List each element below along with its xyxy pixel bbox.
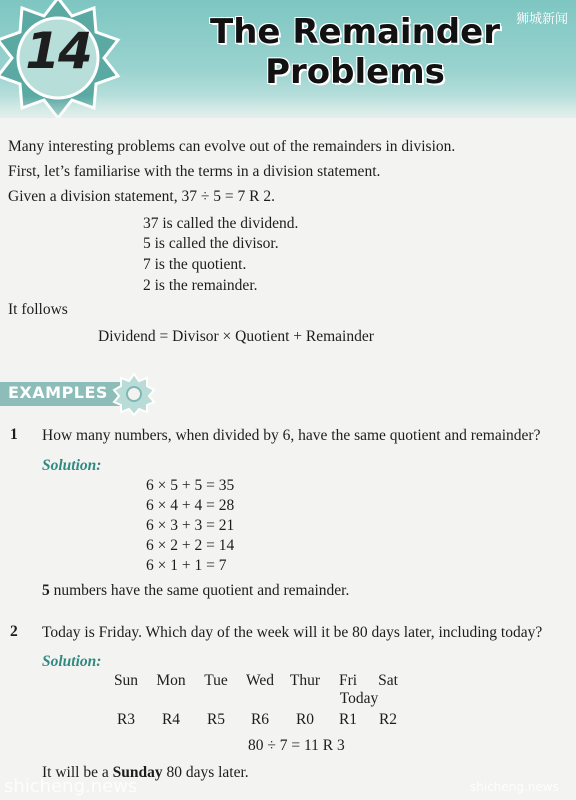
rem-sat: R2 — [378, 711, 398, 728]
example2-number: 2 — [10, 623, 18, 640]
term-remainder: 2 is the remainder. — [143, 277, 258, 294]
term-dividend: 37 is called the dividend. — [143, 215, 299, 232]
it-follows: It follows — [8, 301, 68, 318]
example1-answer — [42, 581, 349, 601]
day-fri: Fri — [338, 672, 358, 689]
example1-solution-label: Solution: — [42, 457, 102, 474]
rem-sun: R3 — [116, 711, 136, 728]
day-sat: Sat — [378, 672, 398, 689]
day-mon: Mon — [156, 672, 186, 689]
example1-answer-text: numbers have the same quotient and remainder. — [49, 582, 350, 599]
rem-mon: R4 — [161, 711, 181, 728]
term-divisor: 5 is called the divisor. — [143, 235, 279, 252]
chapter-number: 14 — [25, 22, 91, 80]
example1-step4: 6 × 2 + 2 = 14 — [146, 537, 235, 554]
example2-answer-day: Sunday — [112, 764, 163, 781]
example1-step1: 6 × 5 + 5 = 35 — [146, 477, 235, 494]
footer-watermark-left: shicheng.news — [4, 776, 138, 797]
intro-line3: Given a division statement, 37 ÷ 5 = 7 R 2. — [8, 188, 275, 205]
example2-answer-pre: It will be a — [42, 764, 113, 781]
formula: Dividend = Divisor × Quotient + Remainder — [98, 328, 374, 345]
top-watermark: 狮城新闻 — [515, 12, 568, 27]
example1-number: 1 — [10, 426, 18, 443]
intro-line1: Many interesting problems can evolve out of the remainders in division. — [8, 138, 456, 155]
footer-watermark-right: shicheng.news — [470, 780, 559, 794]
example1-answer-count: 5 — [42, 582, 50, 599]
page-title-line2: Problems — [265, 52, 445, 92]
example2-answer-post: 80 days later. — [162, 764, 249, 781]
rem-thur: R0 — [295, 711, 315, 728]
example1-step3: 6 × 3 + 3 = 21 — [146, 517, 235, 534]
intro-line2: First, let’s familiarise with the terms in a division statement. — [8, 163, 381, 180]
example1-question: How many numbers, when divided by 6, have the same quotient and remainder? — [42, 427, 541, 444]
gear-icon — [112, 372, 156, 416]
rem-wed: R6 — [250, 711, 270, 728]
example1-step5: 6 × 1 + 1 = 7 — [146, 557, 227, 574]
example2-calc: 80 ÷ 7 = 11 R 3 — [248, 737, 345, 754]
term-quotient: 7 is the quotient. — [143, 256, 247, 273]
example2-solution-label: Solution: — [42, 653, 102, 670]
day-sun: Sun — [113, 672, 139, 689]
example2-question: Today is Friday. Which day of the week will it be 80 days later, including today? — [42, 624, 543, 641]
chapter-header — [0, 0, 576, 118]
rem-fri: R1 — [338, 711, 358, 728]
day-wed: Wed — [245, 672, 275, 689]
page-title-line1: The Remainder — [210, 12, 500, 52]
rem-tue: R5 — [206, 711, 226, 728]
day-thur: Thur — [289, 672, 321, 689]
day-tue: Tue — [204, 672, 228, 689]
today-label: Today — [339, 690, 379, 707]
examples-label: EXAMPLES — [8, 383, 108, 402]
header-fade — [0, 96, 576, 118]
example1-step2: 6 × 4 + 4 = 28 — [146, 497, 235, 514]
